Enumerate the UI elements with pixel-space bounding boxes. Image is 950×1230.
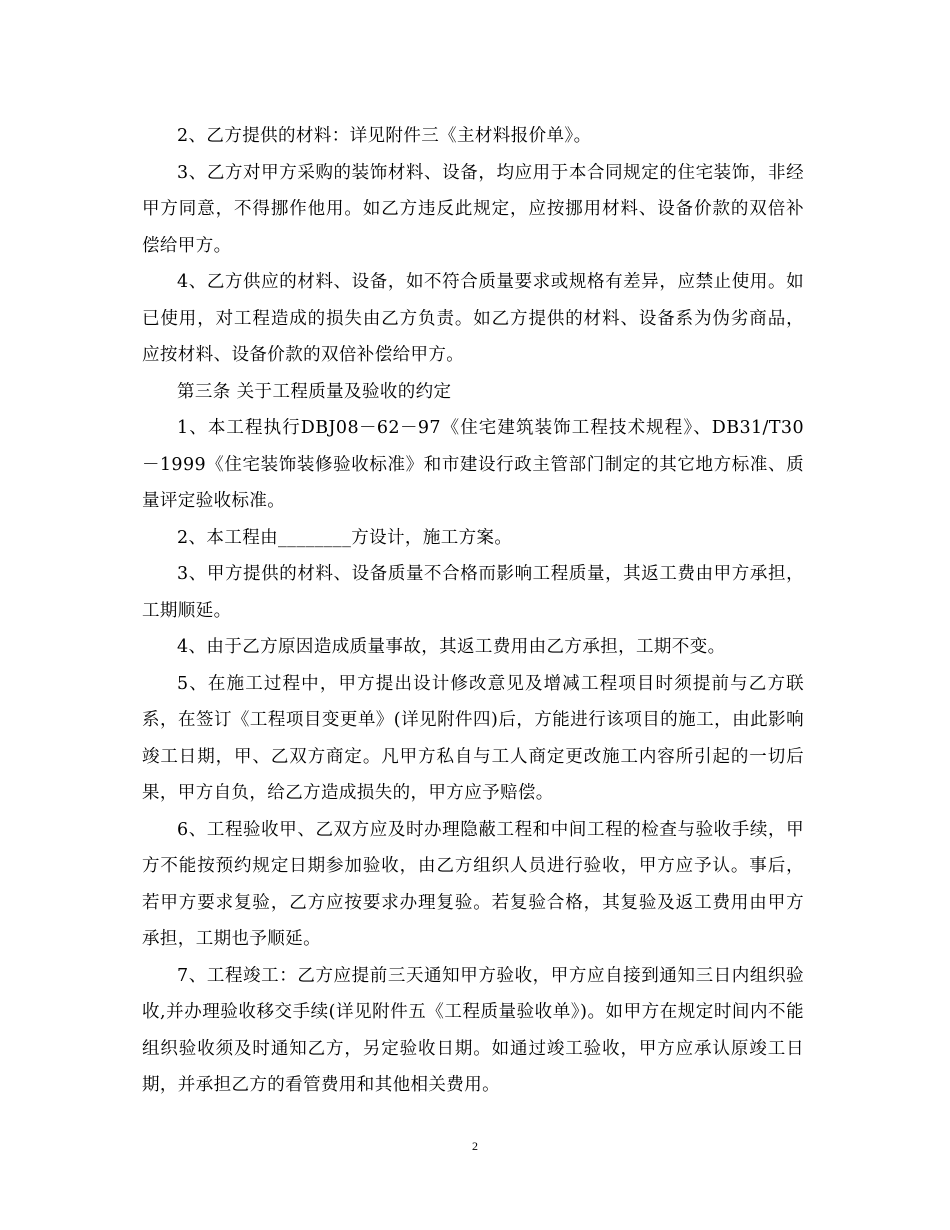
page-number: 2: [472, 1139, 478, 1153]
paragraph-defective-materials: 3、甲方提供的材料、设备质量不合格而影响工程质量，其返工费由甲方承担，工期顺延。: [142, 564, 804, 621]
paragraph-completion: 7、工程竣工：乙方应提前三天通知甲方验收，甲方应自接到通知三日内组织验收,并办理验收移交手续(详见附件五《工程质量验收单》)。如甲方在规定时间内不能组织验收须及时通知乙方，另定验收日期。如通过竣工验收，甲方应承认原竣工日期，并承担乙方的看管费用和其他相关费用。: [142, 965, 804, 1095]
paragraph-inspection: 6、工程验收甲、乙双方应及时办理隐蔽工程和中间工程的检查与验收手续，甲方不能按预约规定日期参加验收，由乙方组织人员进行验收，甲方应予认。事后，若甲方要求复验，乙方应按要求办理复验。若复验合格，其复验及返工费用由甲方承担，工期也予顺延。: [142, 819, 804, 949]
document-body: [142, 118, 804, 1104]
section-heading-article-3: 第三条 关于工程质量及验收的约定: [177, 381, 452, 402]
paragraph-design-changes: 5、在施工过程中，甲方提出设计修改意见及增减工程项目时须提前与乙方联系，在签订《工程项目变更单》(详见附件四)后，方能进行该项目的施工，由此影响竣工日期，甲、乙双方商定。凡甲方私自与工人商定更改施工内容所引起的一切后果，甲方自负，给乙方造成损失的，甲方应予赔偿。: [142, 673, 804, 803]
paragraph-design-party: 2、本工程由________方设计，施工方案。: [177, 527, 513, 548]
paragraph-quality-accident: 4、由于乙方原因造成质量事故，其返工费用由乙方承担，工期不变。: [177, 637, 726, 657]
paragraph-materials-supplied: 2、乙方提供的材料：详见附件三《主材料报价单》。: [177, 126, 592, 146]
paragraph-materials-usage: 3、乙方对甲方采购的装饰材料、设备，均应用于本合同规定的住宅装饰，非经甲方同意，不得挪作他用。如乙方违反此规定，应按挪用材料、设备价款的双倍补偿给甲方。: [142, 162, 804, 256]
paragraph-standards: 1、本工程执行DBJ08－62－97《住宅建筑装饰工程技术规程》、DB31/T30－1999《住宅装饰装修验收标准》和市建设行政主管部门制定的其它地方标准、质量评定验收标准。: [142, 418, 804, 511]
paragraph-materials-quality: 4、乙方供应的材料、设备，如不符合质量要求或规格有差异，应禁止使用。如已使用，对工程造成的损失由乙方负责。如乙方提供的材料、设备系为伪劣商品，应按材料、设备价款的双倍补偿给甲方。: [142, 272, 804, 365]
